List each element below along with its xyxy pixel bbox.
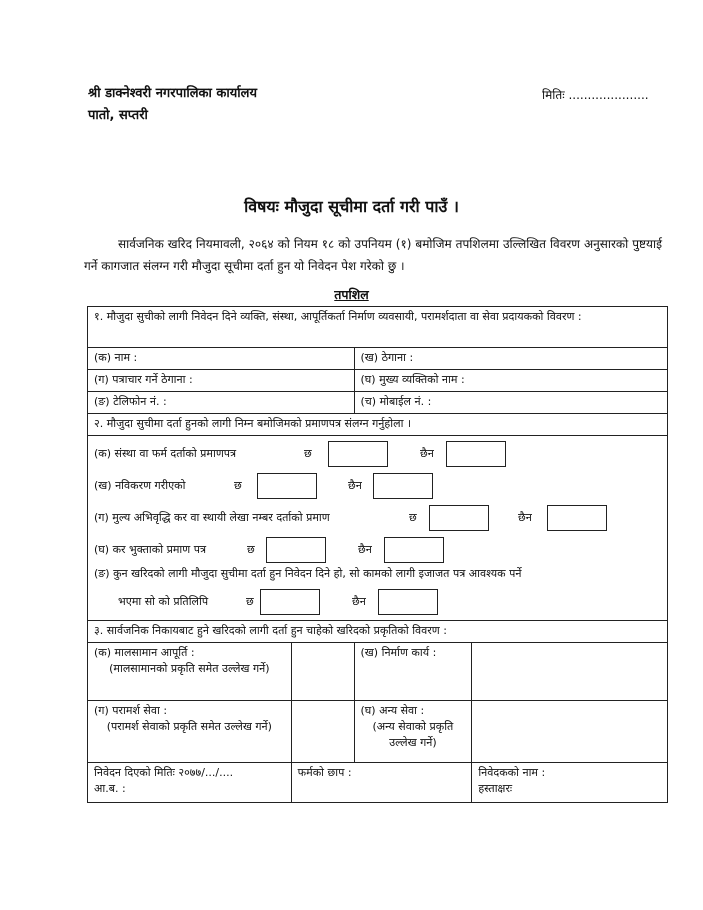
doc-item-license: (ङ) कुन खरिदको लागी मौजुदा सुचीमा दर्ता हुन निवेदन दिने हो, सो कामको लागी इजाजत पत्र आवश्यक पर्ने xyxy=(94,567,522,580)
tax-yes-checkbox[interactable] xyxy=(266,537,326,563)
doc-item-registration: (क) संस्था वा फर्म दर्ताको प्रमाणपत्र छ छैन xyxy=(94,438,661,470)
doc-item-renewal: (ख) नविकरण गरीएको छ छैन xyxy=(94,470,661,502)
section1-title: १. मौजुदा सुचीको लागी निवेदन दिने व्यक्ति, संस्था, आपूर्तिकर्ता निर्माण व्यवसायी, परामर्शदाता वा सेवा प्रदायकको विवरण : xyxy=(88,307,668,348)
doc-item-license-line2: भएमा सो को प्रतिलिपि छ छैन xyxy=(94,586,661,618)
office-address: पातो, सप्तरी xyxy=(88,108,148,123)
section2-title: २. मौजुदा सुचीमा दर्ता हुनको लागी निम्न बमोजिमको प्रमाणपत्र संलग्न गर्नुहोला । xyxy=(88,414,668,436)
goods-input[interactable] xyxy=(291,643,354,701)
vat-no-checkbox[interactable] xyxy=(547,505,607,531)
tax-no-checkbox[interactable] xyxy=(384,537,444,563)
other-service-input[interactable] xyxy=(472,701,668,763)
postal-address-field[interactable]: (ग) पत्राचार गर्ने ठेगाना : xyxy=(88,370,355,392)
works-input[interactable] xyxy=(472,643,668,701)
key-person-field[interactable]: (घ) मुख्य व्यक्तिको नाम : xyxy=(354,370,667,392)
doc-item-vat-pan: (ग) मुल्य अभिवृद्धि कर वा स्थायी लेखा नम्बर दर्ताको प्रमाण छ छैन xyxy=(94,502,661,534)
office-block xyxy=(88,83,257,127)
mobile-field[interactable]: (च) मोबाईल नं. : xyxy=(354,392,667,414)
consulting-cell: (ग) परामर्श सेवा : (परामर्श सेवाको प्रकृति समेत उल्लेख गर्ने) xyxy=(88,701,292,763)
other-service-cell: (घ) अन्य सेवा : (अन्य सेवाको प्रकृति उल्लेख गर्ने) xyxy=(354,701,472,763)
address-field[interactable]: (ख) ठेगाना : xyxy=(354,348,667,370)
works-cell: (ख) निर्माण कार्य : xyxy=(354,643,472,701)
office-name: श्री डाक्नेश्वरी नगरपालिका कार्यालय xyxy=(88,86,257,101)
application-form-table xyxy=(87,306,668,803)
renewal-no-checkbox[interactable] xyxy=(373,473,433,499)
vat-yes-checkbox[interactable] xyxy=(429,505,489,531)
doc-item-tax-clearance: (घ) कर भुक्ताको प्रमाण पत्र छ छैन xyxy=(94,534,661,566)
registration-yes-checkbox[interactable] xyxy=(328,441,388,467)
renewal-yes-checkbox[interactable] xyxy=(257,473,317,499)
goods-cell: (क) मालसामान आपूर्ति : (मालसामानको प्रकृति समेत उल्लेख गर्ने) xyxy=(88,643,292,701)
section3-title: ३. सार्वजनिक निकायबाट हुने खरिदको लागी दर्ता हुन चाहेको खरिदको प्रकृतिको विवरण : xyxy=(88,621,668,643)
date-field[interactable]: मितिः ..................... xyxy=(542,88,649,102)
application-date-cell[interactable]: निवेदन दिएको मितिः २०७७/.../.... आ.ब. : xyxy=(88,763,292,803)
intro-text: सार्वजनिक खरिद नियमावली, २०६४ को नियम १८ को उपनियम (१) बमोजिम तपशिलमा उल्लिखित विवरण अनुसारको पुष्टयाई गर्ने कागजात संलग्न गरी मौजुदा सूचीमा दर्ता हुन यो निवेदन पेश गरेको छु । xyxy=(84,237,662,273)
applicant-cell[interactable]: निवेदकको नाम : हस्ताक्षरः xyxy=(472,763,668,803)
registration-no-checkbox[interactable] xyxy=(446,441,506,467)
license-yes-checkbox[interactable] xyxy=(260,589,320,615)
license-no-checkbox[interactable] xyxy=(378,589,438,615)
subject-heading: विषयः मौजुदा सूचीमा दर्ता गरी पाउँ । xyxy=(244,197,459,216)
documents-checklist xyxy=(88,436,668,621)
intro-paragraph xyxy=(84,233,662,277)
telephone-field[interactable]: (ङ) टेलिफोन नं. : xyxy=(88,392,355,414)
name-field[interactable]: (क) नाम : xyxy=(88,348,355,370)
firm-seal-cell[interactable]: फर्मको छाप : xyxy=(291,763,472,803)
consulting-input[interactable] xyxy=(291,701,354,763)
tapsil-heading: तपशिल xyxy=(334,287,369,302)
